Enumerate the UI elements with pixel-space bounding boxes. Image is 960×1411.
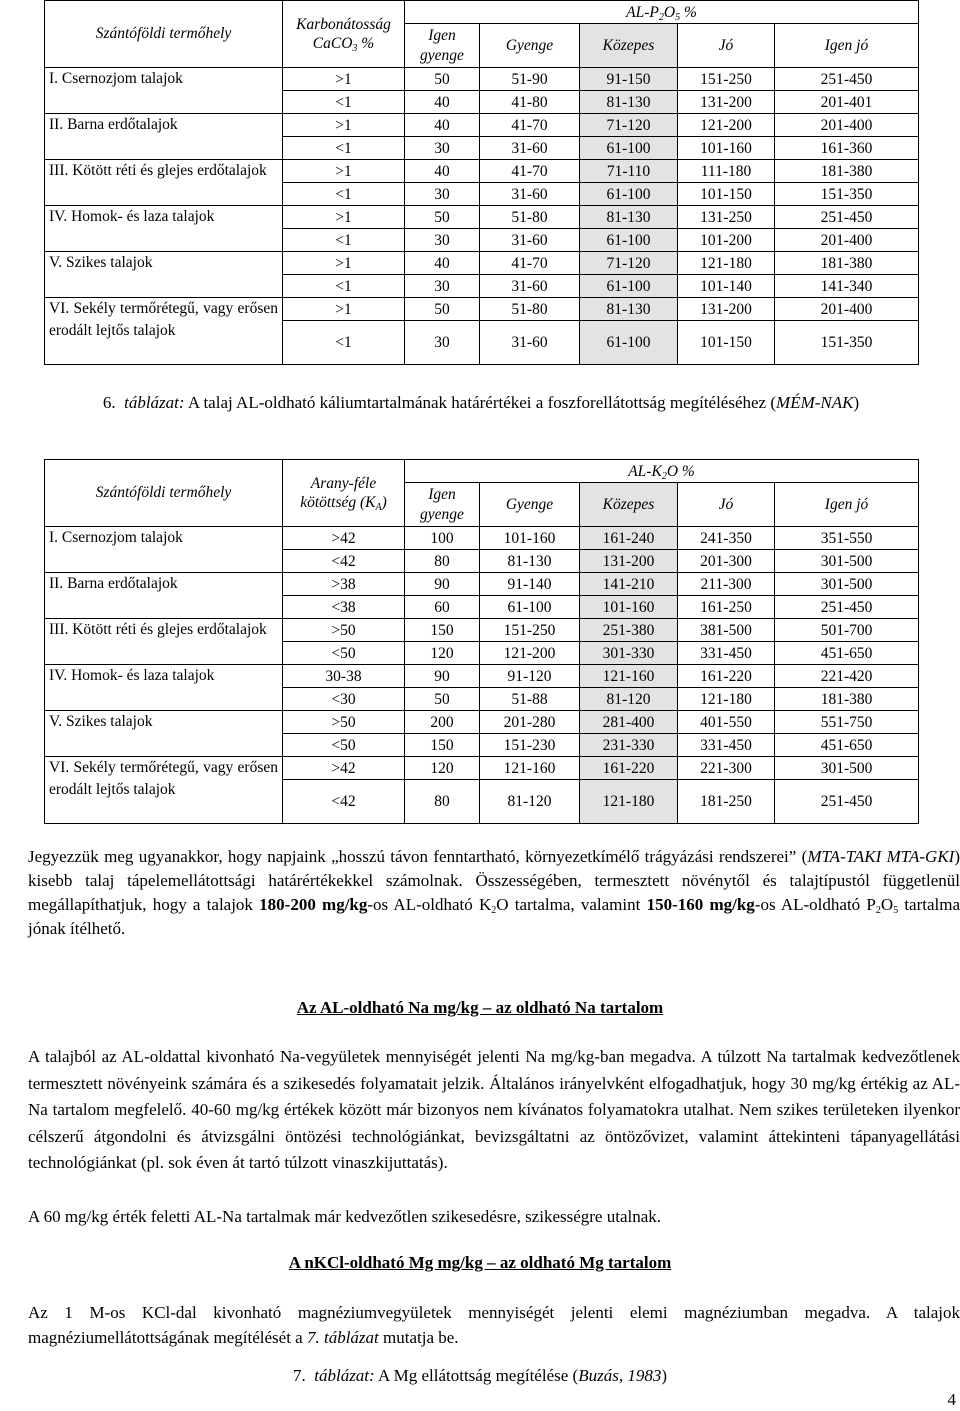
value-cell: 81-130 (580, 91, 678, 114)
measure-cell: >42 (283, 757, 405, 780)
value-cell: 221-420 (775, 665, 919, 688)
value-cell: 121-180 (580, 780, 678, 824)
value-cell: 121-200 (678, 114, 775, 137)
value-cell: 161-220 (678, 665, 775, 688)
soil-type-label: VI. Sekély termőrétegű, vagy erősen erodált lejtős talajok (45, 298, 283, 365)
header-level: Jó (678, 24, 775, 68)
header-level: Gyenge (480, 483, 580, 527)
header-group: $AL-K_2O$ % (405, 460, 919, 483)
value-cell: 201-400 (775, 298, 919, 321)
measure-cell: <42 (283, 780, 405, 824)
measure-cell: <42 (283, 550, 405, 573)
value-cell: 81-130 (480, 550, 580, 573)
value-cell: 90 (405, 573, 480, 596)
value-cell: 31-60 (480, 275, 580, 298)
value-cell: 50 (405, 68, 480, 91)
measure-cell: <1 (283, 137, 405, 160)
measure-cell: <30 (283, 688, 405, 711)
header-measure: Karbonátosság CaCO$_3$ % (283, 1, 405, 68)
measure-cell: >1 (283, 206, 405, 229)
paragraph-na: A talajból az AL-oldattal kivonható Na-vegyületek mennyiségét jelenti Na mg/kg-ban megadva. A túlzott Na tartalmak kedvezőtlenek termesztett növényeink számára és a szikesedés folyamatait jelzik. Általános irányelvként elfogadhatjuk, hogy 30 mg/kg értékig az AL-Na tartalom megfelelő. 40-60 mg/kg értékek között már bizonyos nem kívánatos folyamatokra utalhat. Nem szikes területeken ilyenkor célszerű átgondolni és átvizsgálni öntözési technológiánkat, bevizsgáltatni az öntözővizet, valamint áttekinteni tápanyagellátási technológiánkat (pl. sok éven át tartó túlzott vinaszkijuttatás). (28, 1047, 960, 1173)
value-cell: 41-70 (480, 160, 580, 183)
value-cell: 41-80 (480, 91, 580, 114)
value-cell: 90 (405, 665, 480, 688)
soil-type-label: V. Szikes talajok (45, 252, 283, 298)
header-location: Szántóföldi termőhely (45, 1, 283, 68)
value-cell: 120 (405, 642, 480, 665)
value-cell: 41-70 (480, 114, 580, 137)
measure-cell: <50 (283, 734, 405, 757)
value-cell: 60 (405, 596, 480, 619)
value-cell: 30 (405, 275, 480, 298)
soil-type-label: II. Barna erdőtalajok (45, 573, 283, 619)
value-cell: 101-140 (678, 275, 775, 298)
value-cell: 301-330 (580, 642, 678, 665)
value-cell: 301-500 (775, 757, 919, 780)
value-cell: 30 (405, 137, 480, 160)
value-cell: 201-400 (775, 114, 919, 137)
value-cell: 100 (405, 527, 480, 550)
value-cell: 61-100 (580, 275, 678, 298)
value-cell: 150 (405, 619, 480, 642)
value-cell: 40 (405, 114, 480, 137)
value-cell: 121-160 (480, 757, 580, 780)
value-cell: 30 (405, 183, 480, 206)
measure-cell: <1 (283, 229, 405, 252)
table-row (45, 114, 919, 137)
value-cell: 81-130 (580, 206, 678, 229)
value-cell: 451-650 (775, 734, 919, 757)
header-level: Gyenge (480, 24, 580, 68)
value-cell: 71-110 (580, 160, 678, 183)
value-cell: 40 (405, 252, 480, 275)
value-cell: 101-160 (678, 137, 775, 160)
value-cell: 81-120 (480, 780, 580, 824)
value-cell: 30 (405, 321, 480, 365)
measure-cell: >42 (283, 527, 405, 550)
value-cell: 31-60 (480, 183, 580, 206)
value-cell: 281-400 (580, 711, 678, 734)
value-cell: 101-200 (678, 229, 775, 252)
measure-cell: >50 (283, 711, 405, 734)
value-cell: 201-400 (775, 229, 919, 252)
soil-type-label: III. Kötött réti és glejes erdőtalajok (45, 619, 283, 665)
measure-cell: >1 (283, 68, 405, 91)
value-cell: 61-100 (580, 183, 678, 206)
value-cell: 30 (405, 229, 480, 252)
measure-cell: <38 (283, 596, 405, 619)
header-level: Igen jó (775, 24, 919, 68)
value-cell: 251-450 (775, 68, 919, 91)
caption-table-7: 7. táblázat: A Mg ellátottság megítélése (Buzás, 1983) (293, 1366, 667, 1385)
value-cell: 50 (405, 206, 480, 229)
value-cell: 81-130 (580, 298, 678, 321)
value-cell: 121-160 (580, 665, 678, 688)
value-cell: 181-380 (775, 252, 919, 275)
value-cell: 241-350 (678, 527, 775, 550)
measure-cell: <1 (283, 321, 405, 365)
header-level: Igen gyenge (405, 483, 480, 527)
value-cell: 50 (405, 298, 480, 321)
value-cell: 201-280 (480, 711, 580, 734)
value-cell: 181-380 (775, 160, 919, 183)
value-cell: 331-450 (678, 734, 775, 757)
paragraph-na-2: A 60 mg/kg érték feletti AL-Na tartalmak már kedvezőtlen szikesedésre, szikességre utalnak. (28, 1207, 662, 1226)
table-row (45, 160, 919, 183)
value-cell: 71-120 (580, 252, 678, 275)
value-cell: 161-250 (678, 596, 775, 619)
header-level: Igen jó (775, 483, 919, 527)
value-cell: 80 (405, 550, 480, 573)
value-cell: 40 (405, 160, 480, 183)
value-cell: 80 (405, 780, 480, 824)
value-cell: 131-200 (678, 298, 775, 321)
value-cell: 141-340 (775, 275, 919, 298)
soil-type-label: VI. Sekély termőrétegű, vagy erősen erodált lejtős talajok (45, 757, 283, 824)
value-cell: 141-210 (580, 573, 678, 596)
value-cell: 51-90 (480, 68, 580, 91)
value-cell: 251-450 (775, 206, 919, 229)
value-cell: 51-80 (480, 298, 580, 321)
value-cell: 231-330 (580, 734, 678, 757)
value-cell: 200 (405, 711, 480, 734)
value-cell: 91-120 (480, 665, 580, 688)
measure-cell: >38 (283, 573, 405, 596)
measure-cell: >50 (283, 619, 405, 642)
measure-cell: >1 (283, 160, 405, 183)
value-cell: 251-450 (775, 780, 919, 824)
header-level: Közepes (580, 24, 678, 68)
header-measure: Arany-féle kötöttség $(K_A)$ (283, 460, 405, 527)
measure-cell: <1 (283, 91, 405, 114)
page-number: 4 (947, 1390, 956, 1409)
soil-type-label: III. Kötött réti és glejes erdőtalajok (45, 160, 283, 206)
value-cell: 50 (405, 688, 480, 711)
value-cell: 211-300 (678, 573, 775, 596)
value-cell: 301-500 (775, 573, 919, 596)
header-level: Jó (678, 483, 775, 527)
table-row (45, 665, 919, 688)
value-cell: 501-700 (775, 619, 919, 642)
value-cell: 101-150 (678, 183, 775, 206)
value-cell: 151-230 (480, 734, 580, 757)
paragraph-thresholds: Jegyezzük meg ugyanakkor, hogy napjaink „hosszú távon fenntartható, környezetkímélő trágyázási rendszerei” (MTA-TAKI MTA-GKI) kisebb talaj tápelemellátottsági határértékekkel számolnak. Összességében, termesztett növénytől és talajtípustól függetlenül megállapíthatjuk, hogy a talajok 180-200 mg/kg-os AL-oldható $K_2O$ tartalma, valamint 150-160 mg/kg-os AL-oldható $P_2O_5$ tartalma jónak ítélhető. (28, 847, 960, 938)
table-row (45, 711, 919, 734)
value-cell: 251-450 (775, 596, 919, 619)
header-group: $AL-P_2O_5$ % (405, 1, 919, 24)
value-cell: 40 (405, 91, 480, 114)
soil-type-label: V. Szikes talajok (45, 711, 283, 757)
value-cell: 61-100 (580, 137, 678, 160)
measure-cell: <1 (283, 183, 405, 206)
value-cell: 551-750 (775, 711, 919, 734)
heading-na: Az AL-oldható Na mg/kg – az oldható Na tartalom (296, 998, 664, 1017)
value-cell: 151-250 (480, 619, 580, 642)
value-cell: 81-120 (580, 688, 678, 711)
soil-type-label: II. Barna erdőtalajok (45, 114, 283, 160)
table-row (45, 527, 919, 550)
value-cell: 221-300 (678, 757, 775, 780)
value-cell: 161-360 (775, 137, 919, 160)
heading-mg: A nKCl-oldható Mg mg/kg – az oldható Mg tartalom (288, 1253, 672, 1272)
value-cell: 151-350 (775, 321, 919, 365)
paragraph-mg: Az 1 M-os KCl-dal kivonható magnéziumvegyületek mennyiségét jelenti elemi magnéziumban megadva. A talajok magnéziumellátottságának megítélését a 7. táblázat mutatja be. (28, 1303, 960, 1347)
table-row (45, 298, 919, 321)
value-cell: 151-250 (678, 68, 775, 91)
table-p2o5 (44, 0, 919, 365)
value-cell: 120 (405, 757, 480, 780)
value-cell: 31-60 (480, 321, 580, 365)
measure-cell: >1 (283, 298, 405, 321)
table-row (45, 206, 919, 229)
value-cell: 121-180 (678, 252, 775, 275)
header-level: Közepes (580, 483, 678, 527)
measure-cell: >1 (283, 114, 405, 137)
header-location: Szántóföldi termőhely (45, 460, 283, 527)
value-cell: 351-550 (775, 527, 919, 550)
value-cell: 61-100 (580, 321, 678, 365)
table-row (45, 68, 919, 91)
table-row (45, 252, 919, 275)
value-cell: 301-500 (775, 550, 919, 573)
value-cell: 121-180 (678, 688, 775, 711)
value-cell: 131-200 (678, 91, 775, 114)
value-cell: 150 (405, 734, 480, 757)
value-cell: 101-160 (580, 596, 678, 619)
header-level: Igen gyenge (405, 24, 480, 68)
value-cell: 91-150 (580, 68, 678, 91)
value-cell: 381-500 (678, 619, 775, 642)
value-cell: 131-250 (678, 206, 775, 229)
table-row (45, 619, 919, 642)
soil-type-label: I. Csernozjom talajok (45, 527, 283, 573)
value-cell: 161-220 (580, 757, 678, 780)
value-cell: 61-100 (580, 229, 678, 252)
value-cell: 151-350 (775, 183, 919, 206)
value-cell: 91-140 (480, 573, 580, 596)
value-cell: 201-300 (678, 550, 775, 573)
soil-type-label: I. Csernozjom talajok (45, 68, 283, 114)
value-cell: 61-100 (480, 596, 580, 619)
table-row (45, 757, 919, 780)
table-row (45, 573, 919, 596)
caption-table-6: 6. táblázat: A talaj AL-oldható káliumtartalmának határértékei a foszforellátottság megítéléséhez (MÉM-NAK) (102, 393, 860, 412)
value-cell: 201-401 (775, 91, 919, 114)
value-cell: 51-80 (480, 206, 580, 229)
value-cell: 31-60 (480, 229, 580, 252)
measure-cell: 30-38 (283, 665, 405, 688)
value-cell: 181-250 (678, 780, 775, 824)
measure-cell: >1 (283, 252, 405, 275)
value-cell: 31-60 (480, 137, 580, 160)
value-cell: 51-88 (480, 688, 580, 711)
value-cell: 331-450 (678, 642, 775, 665)
table-k2o (44, 459, 919, 824)
value-cell: 101-160 (480, 527, 580, 550)
value-cell: 71-120 (580, 114, 678, 137)
value-cell: 161-240 (580, 527, 678, 550)
value-cell: 101-150 (678, 321, 775, 365)
value-cell: 181-380 (775, 688, 919, 711)
soil-type-label: IV. Homok- és laza talajok (45, 206, 283, 252)
value-cell: 131-200 (580, 550, 678, 573)
measure-cell: <1 (283, 275, 405, 298)
value-cell: 401-550 (678, 711, 775, 734)
measure-cell: <50 (283, 642, 405, 665)
value-cell: 121-200 (480, 642, 580, 665)
value-cell: 111-180 (678, 160, 775, 183)
soil-type-label: IV. Homok- és laza talajok (45, 665, 283, 711)
value-cell: 251-380 (580, 619, 678, 642)
value-cell: 451-650 (775, 642, 919, 665)
value-cell: 41-70 (480, 252, 580, 275)
